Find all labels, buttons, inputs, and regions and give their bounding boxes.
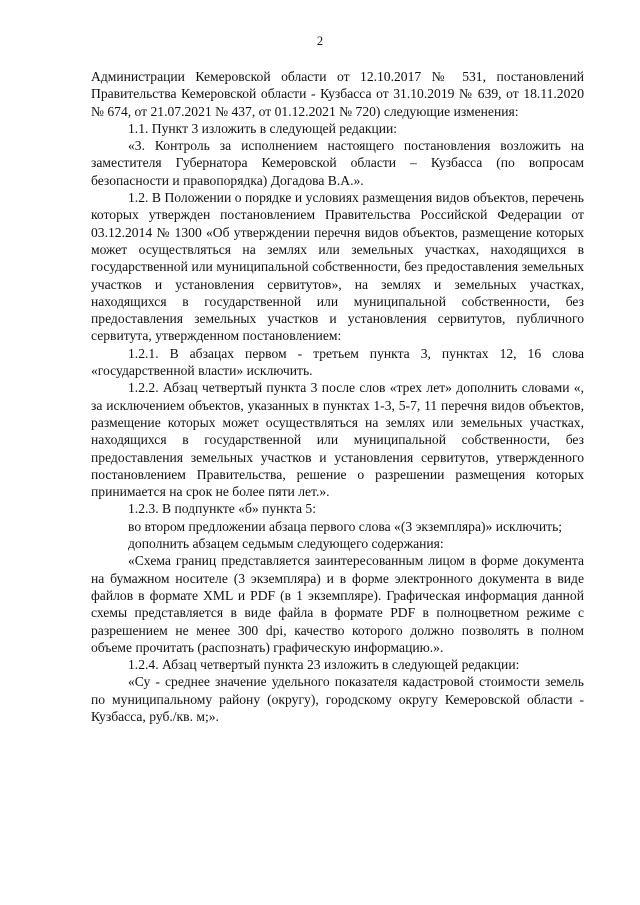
paragraph-1-1: 1.1. Пункт 3 изложить в следующей редакции: [128,120,398,136]
page-number: 2 [316,34,324,48]
paragraph-1-2-4-quote: «Су - среднее значение удельного показателя кадастровой стоимости земель по муниципальному району (округу), городскому округу Кемеровской области - Кузбасса, руб./кв. м;». [91,674,584,724]
paragraph-1-2-4: 1.2.4. Абзац четвертый пункта 23 изложить в следующей редакции: [128,657,520,673]
paragraph-1-2-3: 1.2.3. В подпункте «б» пункта 5: [128,501,316,517]
paragraph-1-2-2: 1.2.2. Абзац четвертый пункта 3 после слов «трех лет» дополнить словами «, за исключением объектов, указанных в пунктах 1-3, 5-7, 11 перечня видов объектов, размещение которых может осуществляться на землях или земельных участках, находящихся в государственной или муниципальной собственности, без предоставления земельных участков и установления сервитутов, утвержденного постановлением Правительства, решение о разрешении размещения которых принимается на срок не более пяти лет.». [91,380,584,500]
paragraph-1-2: 1.2. В Положении о порядке и условиях размещения видов объектов, перечень которых утвержден постановлением Правительства Российской Федерации от 03.12.2014 № 1300 «Об утверждении перечня видов объектов, размещение которых может осуществляться на землях или земельных участках, находящихся в государственной или муниципальной собственности, без предоставления земельных участков и установления сервитутов», на землях и земельных участках, находящихся в государственной или муниципальной собственности, без предоставления земельных участков и установления сервитутов, публичного сервитута, утвержденном постановлением: [91,190,584,344]
paragraph-1-1-quote: «3. Контроль за исполнением настоящего постановления возложить на заместителя Губернатора Кемеровской области – Кузбасса (по вопросам безопасности и правопорядка) Догадова В.А.». [91,138,584,188]
paragraph-1-2-3-second: дополнить абзацем седьмым следующего содержания: [128,536,444,552]
paragraph-intro-continuation: Администрации Кемеровской области от 12.10.2017 № 531, постановлений Правительства Кемеровской области - Кузбасса от 31.10.2019 № 639, от 18.11.2020 № 674, от 21.07.2021 № 437, от 01.12.2021 № 720) следующие изменения: [91,69,584,119]
paragraph-1-2-1: 1.2.1. В абзацах первом - третьем пункта 3, пунктах 12, 16 слова «государственной власти» исключить. [91,345,584,379]
paragraph-1-2-3-quote: «Схема границ представляется заинтересованным лицом в форме документа на бумажном носителе (3 экземпляра) и в форме электронного документа в виде файлов в формате XML и PDF (в 1 экземпляре). Графическая информация данной схемы представляется в виде файла в формате PDF в полноцветном режиме с разрешением не менее 300 dpi, качество которого должно позволять в полном объеме прочитать (распознать) графическую информацию.». [91,553,584,655]
document-body [91,68,584,725]
paragraph-1-2-3-first: во втором предложении абзаца первого слова «(3 экземпляра)» исключить; [128,518,563,534]
